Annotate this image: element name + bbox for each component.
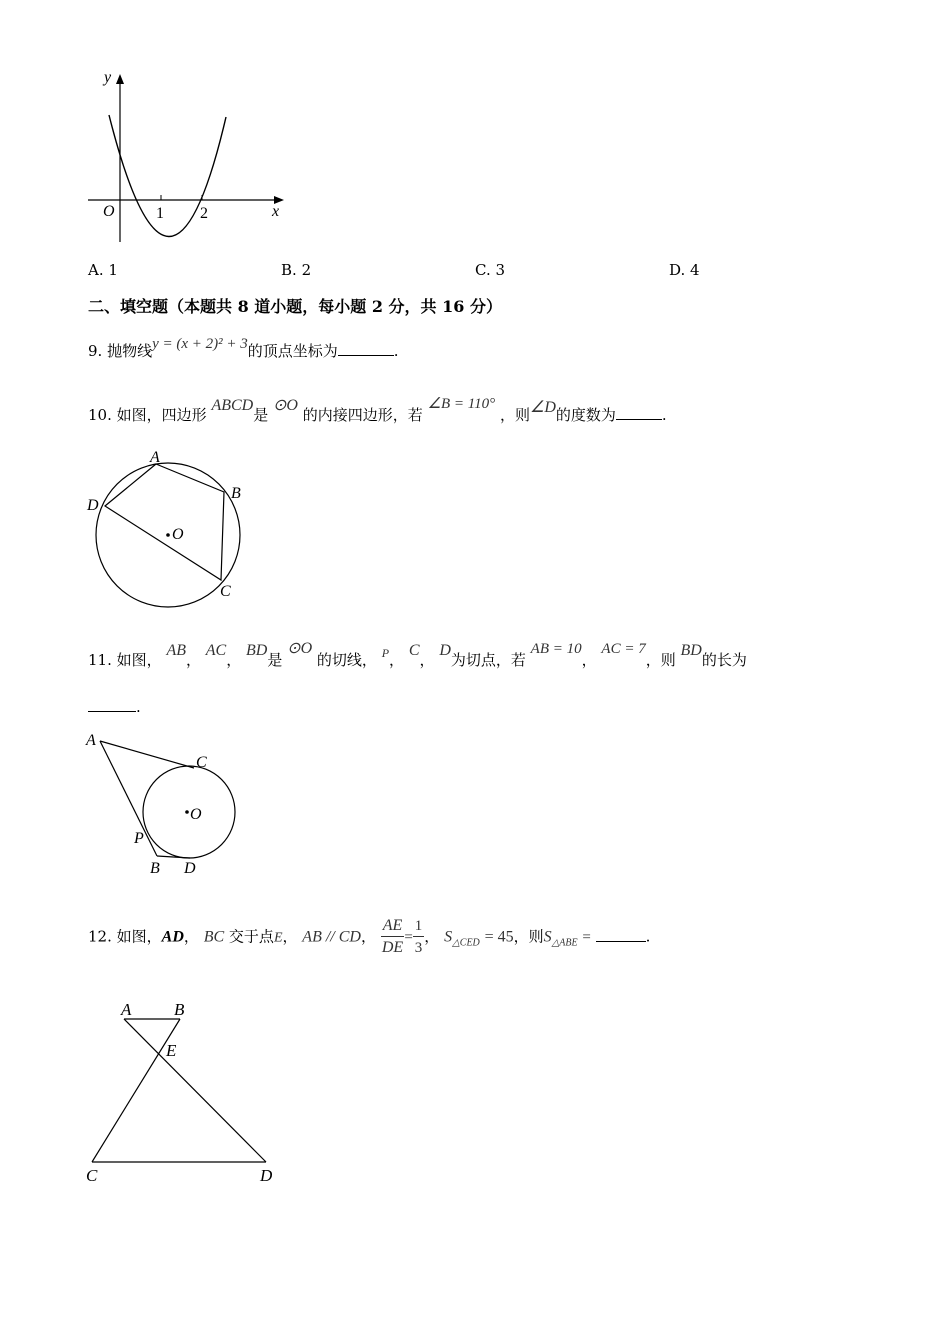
math-term: ∠B = 110° (427, 396, 496, 412)
separator: ， (424, 927, 440, 946)
option-d[interactable] (669, 261, 700, 279)
math-term: S (444, 928, 453, 946)
question-12 (88, 916, 650, 959)
label-a: A (150, 449, 160, 466)
y-axis-arrow (116, 74, 124, 84)
origin-label: O (103, 203, 115, 220)
math-subscript: △ABE (551, 937, 578, 949)
question-text: 如图，四边形 (116, 406, 207, 424)
tick-label-2: 2 (200, 205, 208, 222)
tangent-ac (100, 741, 194, 768)
question-number: 10. (88, 406, 112, 424)
math-term: AC (205, 642, 227, 659)
question-9 (88, 336, 399, 361)
fraction-denominator: 3 (414, 940, 423, 956)
label-o: O (190, 806, 202, 823)
label-o: O (172, 526, 184, 543)
circle-o (143, 766, 235, 858)
math-term: D (439, 642, 451, 659)
option-value: 4 (690, 261, 700, 279)
center-point (166, 533, 170, 537)
question-number: 11. (88, 651, 112, 669)
question-text: 的切线， (316, 651, 377, 669)
x-axis-label: x (272, 203, 280, 220)
option-letter: C. (475, 261, 491, 279)
option-value: 1 (108, 261, 118, 279)
math-term: = 45 (484, 928, 514, 946)
option-letter: D. (669, 261, 686, 279)
math-term: AB (166, 642, 186, 659)
tangent-lines-figure (80, 725, 260, 885)
math-term: P (381, 646, 390, 660)
label-a: A (121, 1000, 132, 1019)
question-text: 的顶点坐标为 (247, 342, 338, 360)
fraction-ae-de (381, 916, 405, 959)
question-11-blank-line (88, 698, 141, 716)
separator: ， (226, 651, 242, 669)
fraction-denominator: DE (381, 939, 404, 956)
question-text: 的内接四边形，若 (302, 406, 423, 424)
math-term: BC (203, 928, 225, 946)
period: . (645, 927, 651, 946)
label-b: B (174, 1000, 185, 1019)
question-text: 是 (253, 406, 269, 424)
option-letter: B. (281, 261, 297, 279)
answer-blank[interactable] (88, 711, 136, 712)
section-heading: 二、填空题（本题共 8 道小题，每小题 2 分，共 16 分） (88, 297, 502, 316)
question-text: ，则 (499, 406, 530, 424)
label-c: C (220, 583, 231, 600)
math-term: E (273, 930, 283, 946)
equals-sign: = (582, 929, 591, 946)
label-c: C (196, 754, 207, 771)
math-expression: y = (x + 2)² + 3 (152, 336, 248, 352)
math-term: AC = 7 (601, 641, 646, 657)
tangent-ab (100, 741, 157, 856)
label-a: A (86, 732, 96, 749)
fraction-numerator: 1 (413, 916, 425, 937)
period: . (393, 342, 399, 360)
separator: ， (389, 651, 405, 669)
math-subscript: △CED (452, 937, 480, 949)
question-text: 抛物线 (107, 342, 153, 360)
separator: ， (183, 927, 199, 946)
fraction-one-third (413, 916, 425, 959)
question-text: 交于点 (228, 927, 274, 946)
question-text: 的度数为 (555, 406, 616, 424)
math-term: AD (161, 928, 184, 946)
y-axis-label: y (104, 69, 112, 86)
option-letter: A. (88, 261, 104, 279)
question-number: 9. (88, 342, 103, 360)
answer-blank[interactable] (596, 941, 646, 942)
math-term: BD (680, 642, 702, 659)
option-b[interactable] (281, 261, 311, 279)
label-b: B (150, 860, 160, 877)
separator: ， (419, 651, 435, 669)
segment-ad (124, 1019, 266, 1162)
math-term: C (408, 642, 420, 659)
similar-triangles-figure (80, 995, 290, 1190)
math-term: ⊙O (273, 397, 298, 414)
math-term: ∠D (529, 399, 556, 416)
math-term: AB // CD (302, 928, 361, 946)
separator: ， (185, 651, 201, 669)
question-number: 12. (88, 927, 112, 946)
center-point (185, 810, 189, 814)
cyclic-quadrilateral-figure (80, 445, 260, 615)
label-c: C (86, 1166, 98, 1185)
period: . (661, 406, 667, 424)
question-text: ，则 (645, 651, 676, 669)
math-term: ABCD (211, 397, 254, 414)
equals-sign: = (404, 929, 413, 946)
label-d: D (260, 1166, 273, 1185)
parabola-figure (80, 60, 300, 260)
parabola-curve (109, 115, 226, 237)
question-10 (88, 396, 667, 425)
separator: ， (282, 927, 298, 946)
option-c[interactable] (475, 261, 505, 279)
label-b: B (231, 485, 241, 502)
period: . (136, 698, 141, 716)
tangent-bd (157, 856, 190, 858)
math-term: S (543, 928, 552, 946)
option-value: 3 (495, 261, 506, 279)
question-text: 为切点，若 (450, 651, 526, 669)
label-e: E (166, 1041, 177, 1060)
label-p: P (134, 830, 144, 847)
question-11 (88, 640, 747, 670)
question-text: 的长为 (701, 651, 747, 669)
separator: ， (360, 927, 376, 946)
question-text: 如图， (116, 927, 162, 946)
tick-label-1: 1 (156, 205, 164, 222)
fraction-numerator: AE (381, 916, 405, 937)
label-d: D (184, 860, 196, 877)
math-term: ⊙O (287, 640, 313, 657)
question-text: 是 (267, 651, 283, 669)
math-term: BD (246, 642, 268, 659)
label-d: D (87, 497, 99, 514)
separator: ， (581, 651, 597, 669)
option-a[interactable] (88, 261, 118, 279)
answer-blank[interactable] (338, 355, 394, 356)
question-text: ，则 (513, 927, 544, 946)
quadrilateral-abcd (105, 464, 224, 580)
answer-blank[interactable] (616, 419, 662, 420)
question-text: 如图， (116, 651, 162, 669)
option-value: 2 (301, 261, 312, 279)
math-term: AB = 10 (530, 641, 582, 657)
